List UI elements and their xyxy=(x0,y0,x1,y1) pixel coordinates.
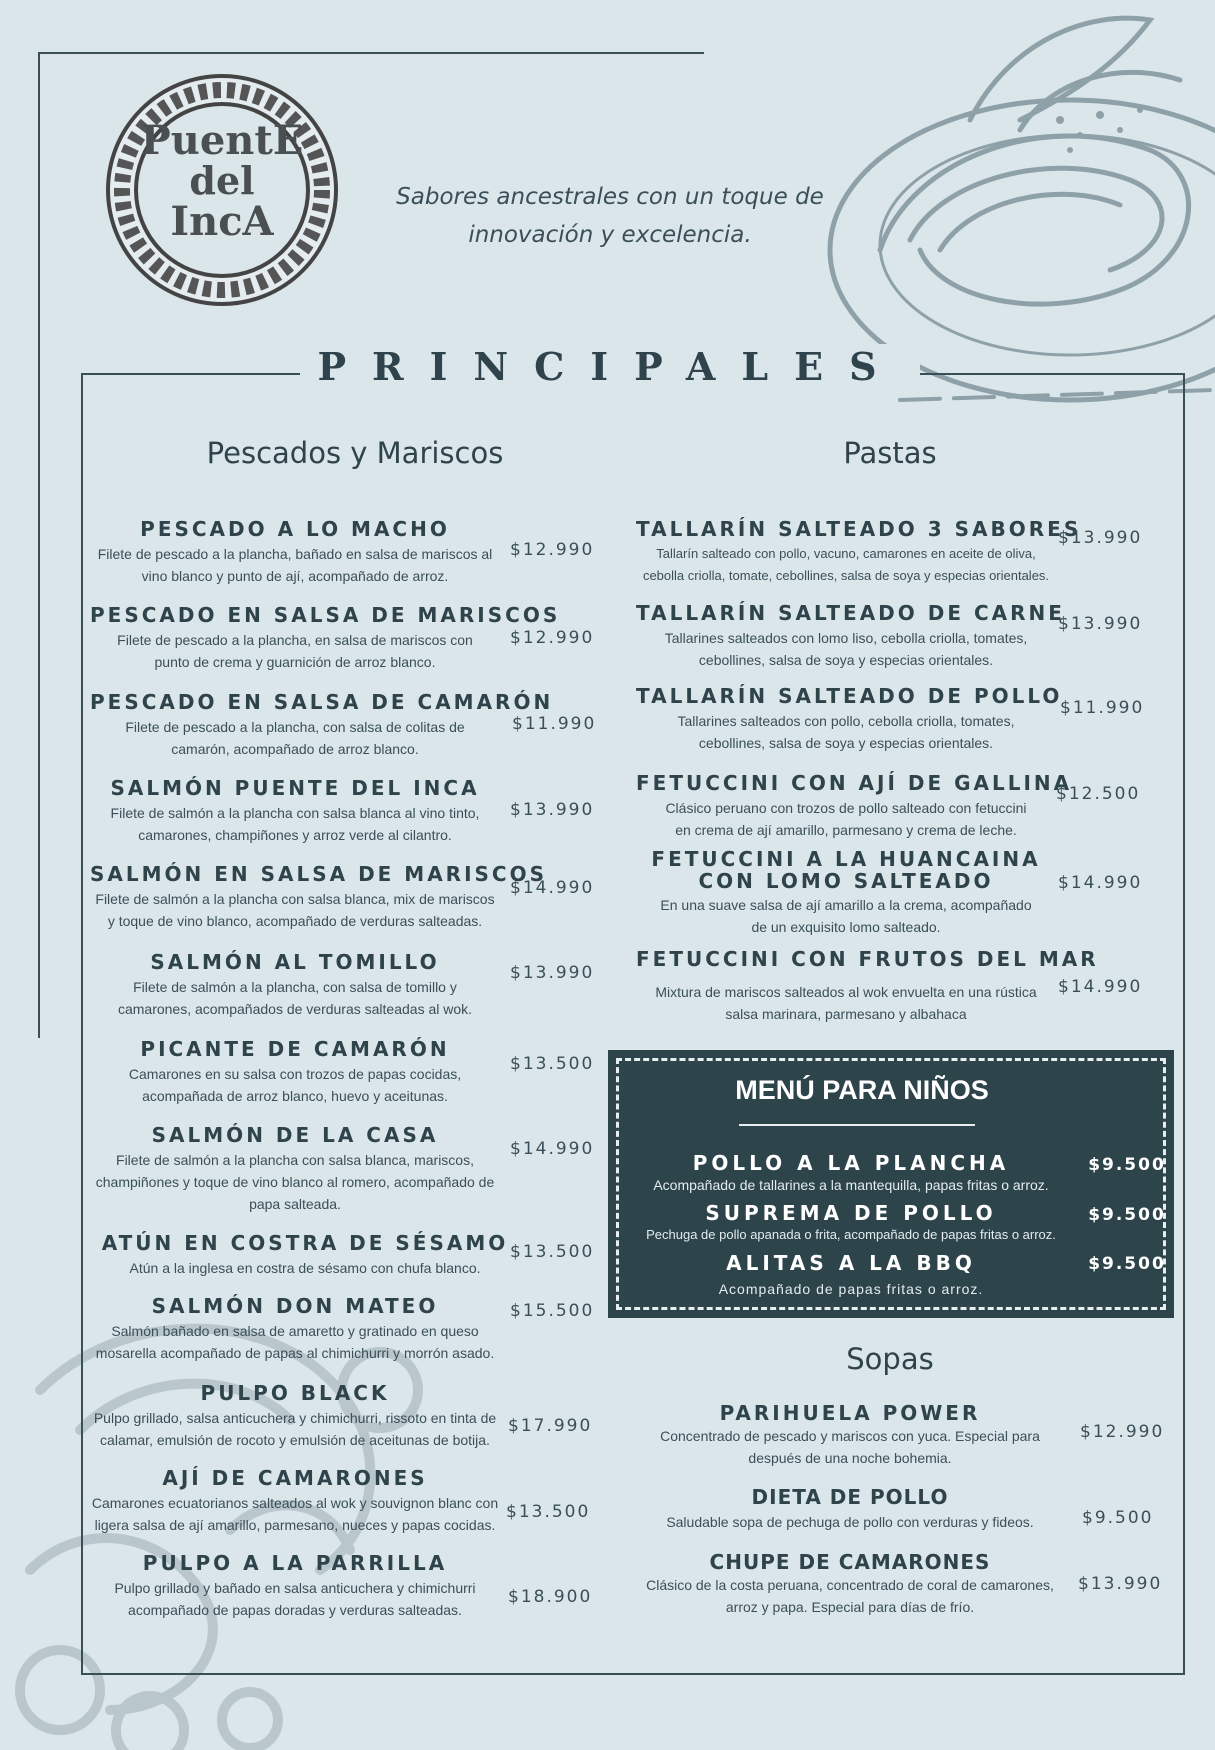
menu-item xyxy=(90,862,548,932)
menu-item xyxy=(636,947,1099,1025)
menu-item xyxy=(660,1485,1040,1533)
item-name: PARIHUELA POWER xyxy=(719,1401,981,1425)
item-price: $12.990 xyxy=(510,628,595,648)
item-price: $13.990 xyxy=(1078,1574,1163,1594)
item-name: PESCADO EN SALSA DE CAMARÓN xyxy=(90,690,554,714)
item-price: $12.500 xyxy=(1056,784,1141,804)
item-price: $14.990 xyxy=(1058,977,1143,997)
item-description: Filete de salmón a la plancha con salsa blanca, mix de mariscos y toque de vino blanco, acompañado de verduras salteadas. xyxy=(95,891,495,929)
menu-item xyxy=(90,776,500,846)
item-price: $11.990 xyxy=(512,714,597,734)
kids-item-price: $9.500 xyxy=(1088,1155,1166,1175)
item-description: Concentrado de pescado y mariscos con yuca. Especial para después de una noche bohemia. xyxy=(660,1428,1040,1466)
item-price: $15.500 xyxy=(510,1301,595,1321)
item-name: PULPO BLACK xyxy=(200,1381,390,1405)
menu-item xyxy=(90,1123,500,1215)
sopas-heading: Sopas xyxy=(846,1342,934,1376)
top-rule xyxy=(38,52,704,54)
item-description: Saludable sopa de pechuga de pollo con verduras y fideos. xyxy=(666,1514,1034,1530)
kids-item-description: Pechuga de pollo apanada o frita, acompañado de papas fritas o arroz. xyxy=(646,1227,1056,1242)
kids-item-description: Acompañado de tallarines a la mantequilla, papas fritas o arroz. xyxy=(653,1177,1049,1193)
item-description: Filete de salmón a la plancha con salsa blanca al vino tinto, camarones, champiñones y arroz verde al cilantro. xyxy=(110,805,480,843)
item-name: TALLARÍN SALTEADO DE CARNE xyxy=(636,601,1065,625)
item-price: $13.500 xyxy=(506,1502,591,1522)
item-price: $14.990 xyxy=(510,1139,595,1159)
item-price: $13.500 xyxy=(510,1242,595,1262)
item-description: Tallarines salteados con pollo, cebolla criolla, tomates, cebollines, salsa de soya y especias orientales. xyxy=(677,713,1015,751)
tagline xyxy=(380,178,840,254)
item-description: Filete de salmón a la plancha con salsa blanca, mariscos, champiñones y toque de vino blanco al romero, acompañado de papa salteada. xyxy=(95,1152,495,1212)
kids-item-price: $9.500 xyxy=(1088,1254,1166,1274)
menu-item xyxy=(90,1037,500,1107)
item-description: Atún a la inglesa en costra de sésamo con chufa blanco. xyxy=(129,1260,481,1276)
item-description: Tallarines salteados con lomo liso, cebolla criolla, tomates, cebollines, salsa de soya y especias orientales. xyxy=(664,630,1028,668)
pastas-heading: Pastas xyxy=(843,436,937,470)
menu-item xyxy=(636,517,1082,587)
menu-item xyxy=(100,1231,510,1279)
kids-item-price: $9.500 xyxy=(1088,1205,1166,1225)
tagline-line-2: innovación y excelencia. xyxy=(468,222,752,248)
item-price: $13.990 xyxy=(1058,614,1143,634)
section-title: PRINCIPALES xyxy=(300,344,920,389)
menu-item xyxy=(636,771,1073,841)
item-name: PESCADO A LO MACHO xyxy=(140,517,450,541)
kids-menu-box xyxy=(608,1050,1174,1318)
logo-line-3: IncA xyxy=(170,198,274,245)
menu-item xyxy=(90,1294,500,1364)
kids-menu-title: MENÚ PARA NIÑOS xyxy=(735,1075,989,1105)
item-description: Salmón bañado en salsa de amaretto y gratinado en queso mosarella acompañado de papas al chimichurri y morrón asado. xyxy=(95,1323,495,1361)
menu-item xyxy=(640,1550,1060,1618)
item-price: $14.990 xyxy=(510,878,595,898)
item-name: SALMÓN AL TOMILLO xyxy=(150,950,440,974)
item-description: En una suave salsa de ají amarillo a la crema, acompañado de un exquisito lomo salteado. xyxy=(660,897,1032,935)
kids-item-name: SUPREMA DE POLLO xyxy=(705,1201,997,1225)
item-description: Mixtura de mariscos salteados al wok envuelta en una rústica salsa marinara, parmesano y albahaca xyxy=(655,984,1037,1022)
item-description: Pulpo grillado, salsa anticuchera y chimichurri, rissoto en tinta de calamar, emulsión de rocoto y emulsión de aceitunas de botija. xyxy=(93,1410,497,1448)
kids-item-name: ALITAS A LA BBQ xyxy=(726,1251,976,1275)
item-price: $13.990 xyxy=(1058,528,1143,548)
item-description: Filete de pescado a la plancha, bañado en salsa de mariscos al vino blanco y punto de ají, acompañado de arroz. xyxy=(97,546,493,584)
left-rule xyxy=(38,52,40,1038)
logo-line-2: del xyxy=(189,158,255,203)
item-name: CHUPE DE CAMARONES xyxy=(709,1550,991,1574)
kids-menu-underline xyxy=(739,1124,975,1126)
item-price: $12.990 xyxy=(1080,1422,1165,1442)
item-price: $13.990 xyxy=(510,800,595,820)
item-name: FETUCCINI CON AJÍ DE GALLINA xyxy=(636,771,1073,795)
item-description: Pulpo grillado y bañado en salsa anticuchera y chimichurri acompañado de papas doradas y verduras salteadas. xyxy=(114,1580,476,1618)
item-price: $18.900 xyxy=(508,1587,593,1607)
menu-item xyxy=(660,1401,1040,1469)
item-name: SALMÓN PUENTE DEL INCA xyxy=(110,776,480,800)
pescados-heading: Pescados y Mariscos xyxy=(206,436,504,470)
item-description: Filete de salmón a la plancha, con salsa de tomillo y camarones, acompañados de verduras salteadas al wok. xyxy=(117,979,473,1017)
menu-item xyxy=(90,517,500,587)
kids-item-name: POLLO A LA PLANCHA xyxy=(692,1151,1010,1175)
item-name: SALMÓN DE LA CASA xyxy=(151,1123,439,1147)
item-name: PULPO A LA PARRILLA xyxy=(142,1551,448,1575)
item-name: TALLARÍN SALTEADO DE POLLO xyxy=(636,684,1063,708)
item-name: TALLARÍN SALTEADO 3 SABORES xyxy=(636,517,1082,541)
item-name: DIETA DE POLLO xyxy=(751,1485,949,1509)
item-description: Camarones en su salsa con trozos de papas cocidas, acompañada de arroz blanco, huevo y aceitunas. xyxy=(128,1066,462,1104)
item-name: SALMÓN EN SALSA DE MARISCOS xyxy=(90,862,548,886)
item-price: $14.990 xyxy=(1058,873,1143,893)
menu-item xyxy=(636,848,1056,938)
item-name: PESCADO EN SALSA DE MARISCOS xyxy=(90,603,561,627)
item-price: $13.990 xyxy=(510,963,595,983)
item-price: $9.500 xyxy=(1082,1508,1154,1528)
item-name: FETUCCINI A LA HUANCAINA xyxy=(651,847,1041,871)
menu-item xyxy=(90,950,500,1020)
item-price: $13.500 xyxy=(510,1054,595,1074)
item-description: Camarones ecuatorianos salteados al wok y souvignon blanc con ligera salsa de ají amarillo, parmesano, nueces y papas cocidas. xyxy=(91,1495,499,1533)
menu-item xyxy=(90,1466,500,1536)
item-description: Clásico peruano con trozos de pollo salteado con fetuccini en crema de ají amarillo, parmesano y crema de leche. xyxy=(665,800,1027,838)
item-name: FETUCCINI CON FRUTOS DEL MAR xyxy=(636,947,1099,971)
item-description: Filete de pescado a la plancha, en salsa de mariscos con punto de crema y guarnición de arroz blanco. xyxy=(117,632,473,670)
menu-item xyxy=(636,684,1063,754)
item-name: PICANTE DE CAMARÓN xyxy=(140,1037,450,1061)
logo-line-1: PuentE xyxy=(140,117,304,164)
item-name-line-2: CON LOMO SALTEADO xyxy=(698,869,994,893)
item-price: $11.990 xyxy=(1060,698,1145,718)
item-description: Tallarín salteado con pollo, vacuno, camarones en aceite de oliva, cebolla criolla, tomate, cebollines, salsa de soya y especias orientales. xyxy=(642,546,1050,583)
item-description: Filete de pescado a la plancha, con salsa de colitas de camarón, acompañado de arroz blanco. xyxy=(125,719,465,757)
menu-item xyxy=(90,690,554,760)
item-description: Clásico de la costa peruana, concentrado de coral de camarones, arroz y papa. Especial para días de frío. xyxy=(646,1577,1054,1615)
logo-text xyxy=(104,117,340,245)
item-price: $12.990 xyxy=(510,540,595,560)
kids-item-description: Acompañado de papas fritas o arroz. xyxy=(718,1281,984,1297)
menu-item xyxy=(90,1381,500,1451)
item-name: ATÚN EN COSTRA DE SÉSAMO xyxy=(101,1231,509,1255)
item-price: $17.990 xyxy=(508,1416,593,1436)
menu-item xyxy=(90,1551,500,1621)
menu-item xyxy=(636,601,1065,671)
item-name: SALMÓN DON MATEO xyxy=(151,1294,439,1318)
kids-menu-dashed-border xyxy=(616,1058,1166,1310)
item-name: AJÍ DE CAMARONES xyxy=(162,1466,428,1490)
tagline-line-1: Sabores ancestrales con un toque de xyxy=(396,184,824,210)
